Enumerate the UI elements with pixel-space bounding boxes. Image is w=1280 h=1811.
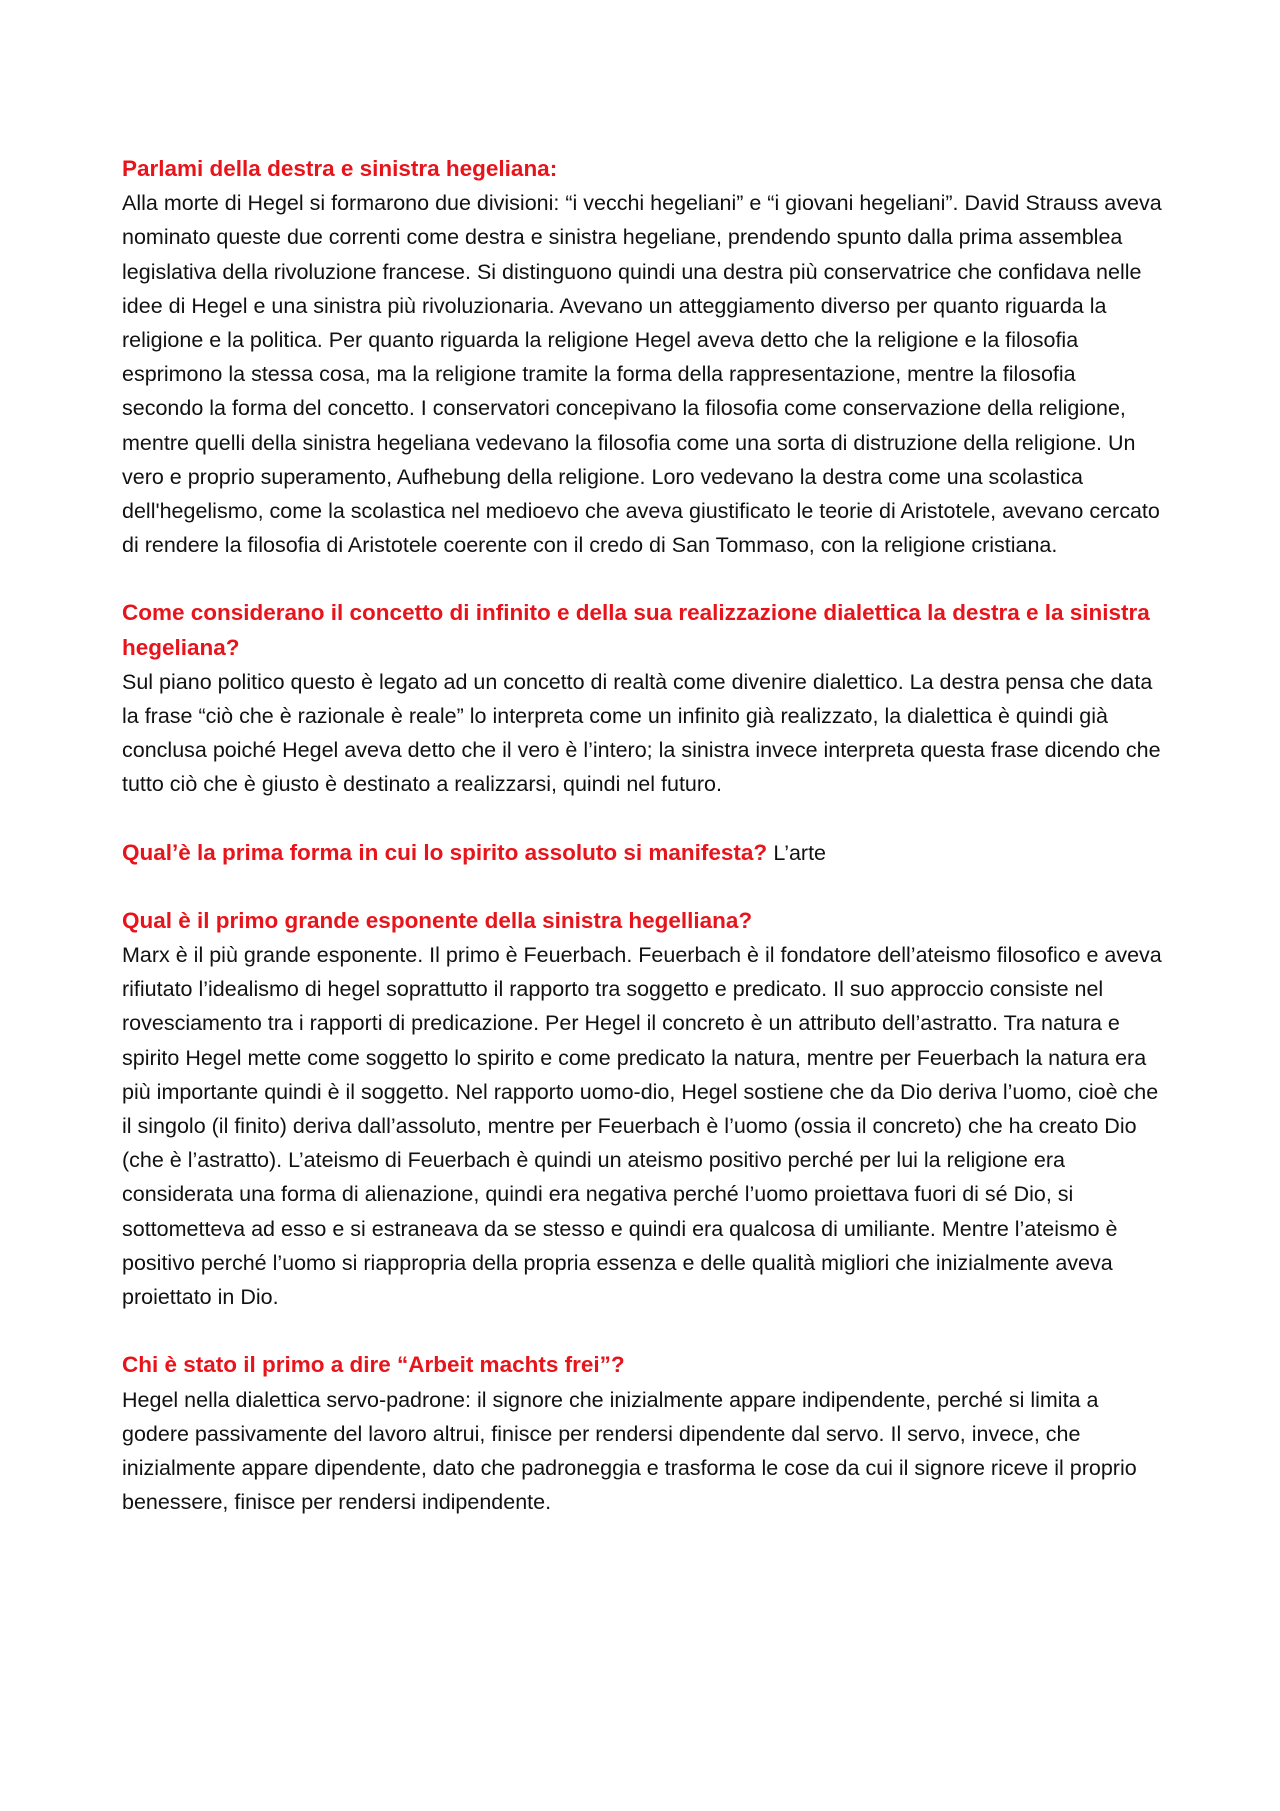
qa-section-4 <box>122 904 1162 1314</box>
qa-section-3 <box>122 836 1162 870</box>
document-body <box>122 152 1162 1553</box>
question-heading: Qual’è la prima forma in cui lo spirito assoluto si manifesta? <box>122 839 768 865</box>
qa-section-1 <box>122 152 1162 562</box>
question-line <box>122 836 1162 870</box>
answer-paragraph: Marx è il più grande esponente. Il primo è Feuerbach. Feuerbach è il fondatore dell’ateismo filosofico e aveva rifiutato l’idealismo di hegel soprattutto il rapporto tra soggetto e predicato. Il suo approccio consiste nel rovesciamento tra i rapporti di predicazione. Per Hegel il concreto è un attributo dell’astratto. Tra natura e spirito Hegel mette come soggetto lo spirito e come predicato la natura, mentre per Feuerbach la natura era più importante quindi è il soggetto. Nel rapporto uomo-dio, Hegel sostiene che da Dio deriva l’uomo, cioè che il singolo (il finito) deriva dall’assoluto, mentre per Feuerbach è l’uomo (ossia il concreto) che ha creato Dio (che è l’astratto). L’ateismo di Feuerbach è quindi un ateismo positivo perché per lui la religione era considerata una forma di alienazione, quindi era negativa perché l’uomo proiettava fuori di sé Dio, si sottometteva ad esso e si estraneava da se stesso e quindi era qualcosa di umiliante. Mentre l’ateismo è positivo perché l’uomo si riappropria della propria essenza e delle qualità migliori che inizialmente aveva proiettato in Dio. <box>122 943 1162 1310</box>
answer-paragraph: Hegel nella dialettica servo-padrone: il signore che inizialmente appare indipendente, perché si limita a godere passivamente del lavoro altrui, finisce per rendersi dipendente dal servo. Il servo, invece, che inizialmente appare dipendente, dato che padroneggia e trasforma le cose da cui il signore riceve il proprio benessere, finisce per rendersi indipendente. <box>122 1387 1137 1515</box>
qa-section-2 <box>122 596 1162 801</box>
inline-answer: L’arte <box>773 840 827 865</box>
question-heading: Qual è il primo grande esponente della sinistra hegelliana? <box>122 907 753 933</box>
qa-section-5 <box>122 1348 1162 1519</box>
question-heading: Chi è stato il primo a dire “Arbeit machts frei”? <box>122 1352 625 1378</box>
answer-paragraph: Alla morte di Hegel si formarono due divisioni: “i vecchi hegeliani” e “i giovani hegeliani”. David Strauss aveva nominato queste due correnti come destra e sinistra hegeliane, prendendo spunto dalla prima assemblea legislativa della rivoluzione francese. Si distinguono quindi una destra più conservatrice che confidava nelle idee di Hegel e una sinistra più rivoluzionaria. Avevano un atteggiamento diverso per quanto riguarda la religione e la politica. Per quanto riguarda la religione Hegel aveva detto che la religione e la filosofia esprimono la stessa cosa, ma la religione tramite la forma della rappresentazione, mentre la filosofia secondo la forma del concetto. I conservatori concepivano la filosofia come conservazione della religione, mentre quelli della sinistra hegeliana vedevano la filosofia come una sorta di distruzione della religione. Un vero e proprio superamento, Aufhebung della religione. Loro vedevano la destra come una scolastica dell'hegelismo, come la scolastica nel medioevo che aveva giustificato le teorie di Aristotele, avevano cercato di rendere la filosofia di Aristotele coerente con il credo di San Tommaso, con la religione cristiana. <box>122 191 1162 558</box>
question-heading: Come considerano il concetto di infinito e della sua realizzazione dialettica la destra e la sinistra hegeliana? <box>122 600 1150 660</box>
answer-paragraph: Sul piano politico questo è legato ad un concetto di realtà come divenire dialettico. La destra pensa che data la frase “ciò che è razionale è reale” lo interpreta come un infinito già realizzato, la dialettica è quindi già conclusa poiché Hegel aveva detto che il vero è l’intero; la sinistra invece interpreta questa frase dicendo che tutto ciò che è giusto è destinato a realizzarsi, quindi nel futuro. <box>122 669 1161 797</box>
question-heading: Parlami della destra e sinistra hegeliana: <box>122 156 558 181</box>
